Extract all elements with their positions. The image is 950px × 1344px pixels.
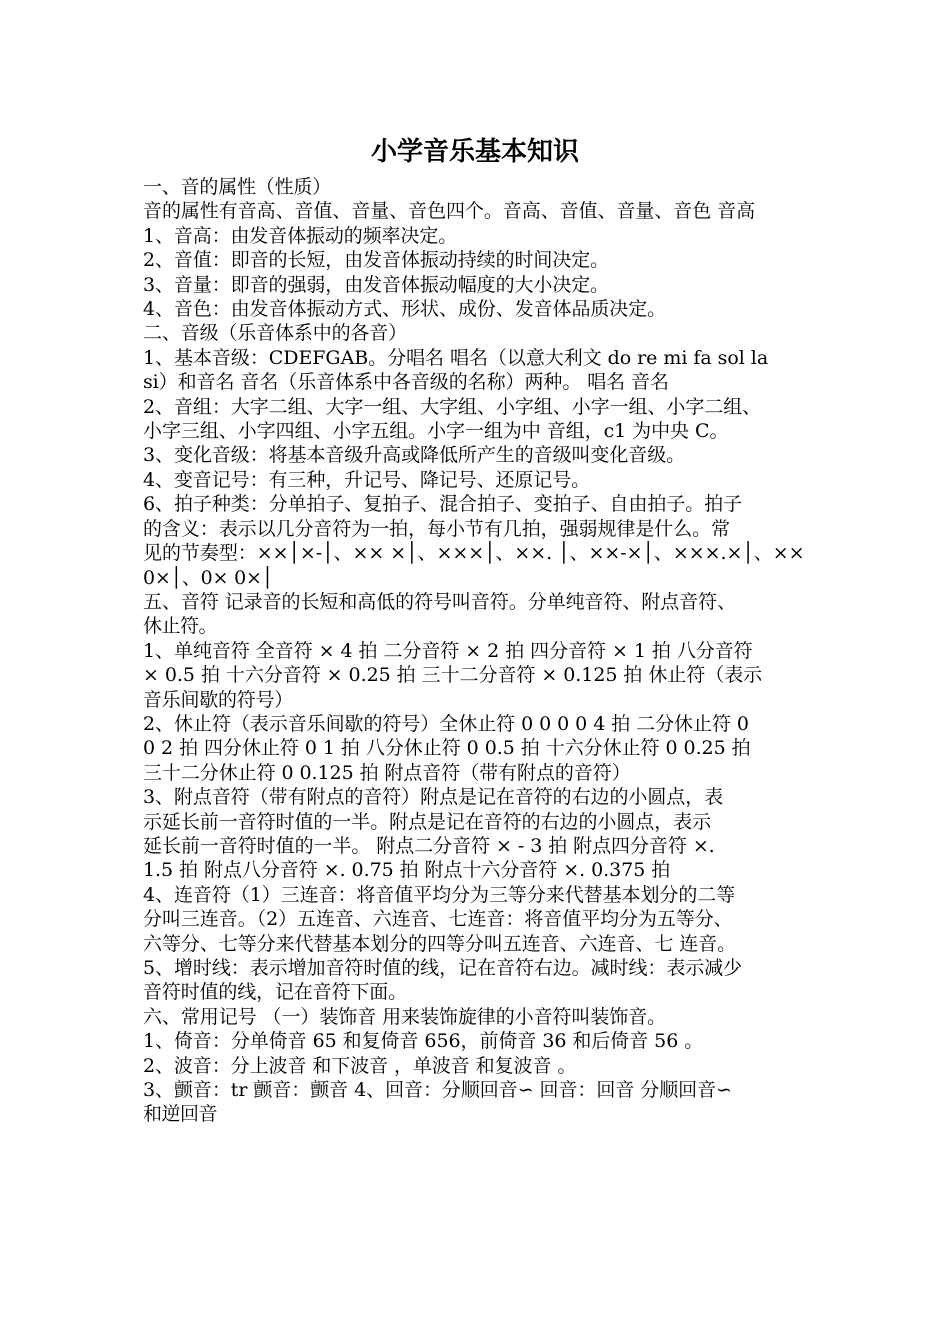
text-line: 延长前一音符时值的一半。 附点二分音符 × - 3 拍 附点四分音符 ×. [143, 834, 715, 857]
text-line: 音符时值的线，记在音符下面。 [143, 981, 408, 1004]
text-line: 1.5 拍 附点八分音符 ×. 0.75 拍 附点十六分音符 ×. 0.375 拍 [143, 859, 671, 882]
text-line: 二、音级（乐音体系中的各音） [143, 322, 408, 345]
text-line: 1、单纯音符 全音符 × 4 拍 二分音符 × 2 拍 四分音符 × 1 拍 八分音符 [143, 639, 753, 662]
document-title: 小学音乐基本知识 [370, 137, 579, 167]
text-line: 0 2 拍 四分休止符 0 1 拍 八分休止符 0 0.5 拍 十六分休止符 0 0.25 拍 [143, 737, 751, 760]
text-line: 和逆回音 [143, 1103, 218, 1126]
text-line: 一、音的属性（性质） [143, 176, 332, 198]
text-line: 1、倚音：分单倚音 65 和复倚音 656，前倚音 36 和后倚音 56 。 [143, 1030, 704, 1053]
text-line: 2、波音：分上波音 和下波音 ，单波音 和复波音 。 [143, 1054, 577, 1077]
text-line: 3、变化音级：将基本音级升高或降低所产生的音级叫变化音级。 [143, 444, 686, 467]
text-line: 2、休止符（表示音乐间歇的符号）全休止符 0 0 0 0 4 拍 二分休止符 0 [143, 712, 749, 735]
text-line: 3、颤音：tr 颤音：颤音 4、回音：分顺回音∽ 回音：回音 分顺回音∽ [143, 1079, 732, 1102]
text-line: 6、拍子种类：分单拍子、复拍子、混合拍子、变拍子、自由拍子。拍子 [143, 493, 743, 516]
text-line: 5、增时线：表示增加音符时值的线，记在音符右边。减时线：表示减少 [143, 957, 743, 979]
text-line: si）和音名 音名（乐音体系中各音级的名称）两种。 唱名 音名 [143, 371, 669, 394]
text-line: 音乐间歇的符号） [143, 688, 294, 711]
text-line: 音的属性有音高、音值、音量、音色四个。音高、音值、音量、音色 音高 [143, 200, 756, 223]
text-line: 3、音量：即音的强弱，由发音体振动幅度的大小决定。 [143, 273, 610, 296]
text-line: 见的节奏型：××│×-│、×× ×│、×××│、××. │、××-×│、×××.×│、×× [143, 542, 805, 565]
text-line: 小字三组、小字四组、小字五组。小字一组为中 音组，c1 为中央 C。 [143, 420, 729, 443]
text-line: 六、常用记号 （一）装饰音 用来装饰旋律的小音符叫装饰音。 [143, 1005, 667, 1028]
text-line: 4、变音记号：有三种，升记号、降记号、还原记号。 [143, 468, 591, 491]
text-line: 六等分、七等分来代替基本划分的四等分叫五连音、六连音、七 连音。 [143, 932, 737, 955]
text-line: 4、音色：由发音体振动方式、形状、成份、发音体品质决定。 [143, 298, 667, 321]
text-line: 五、音符 记录音的长短和高低的符号叫音符。分单纯音符、附点音符、 [143, 590, 737, 613]
text-line: 1、音高：由发音体振动的频率决定。 [143, 224, 458, 247]
text-line: 三十二分休止符 0 0.125 拍 附点音符（带有附点的音符） [143, 761, 631, 784]
document-body [143, 175, 813, 1127]
text-line: 分叫三连音。（2）五连音、六连音、七连音：将音值平均分为五等分、 [143, 908, 733, 931]
text-line: 示延长前一音符时值的一半。附点是记在音符的右边的小圆点，表示 [143, 810, 712, 833]
text-line: 休止符。 [143, 615, 218, 638]
text-line: 3、附点音符（带有附点的音符）附点是记在音符的右边的小圆点，表 [143, 786, 724, 809]
text-line: × 0.5 拍 十六分音符 × 0.25 拍 三十二分音符 × 0.125 拍 休止符（表示 [143, 664, 763, 687]
text-line: 1、基本音级：CDEFGAB。分唱名 唱名（以意大利文 do re mi fa sol la [143, 346, 769, 369]
text-line: 的含义：表示以几分音符为一拍，每小节有几拍，强弱规律是什么。常 [143, 517, 731, 540]
text-line: 2、音组：大字二组、大字一组、大字组、小字组、小字一组、小字二组、 [143, 395, 762, 418]
text-line: 2、音值：即音的长短，由发音体振动持续的时间决定。 [143, 249, 610, 272]
text-line: 4、连音符（1）三连音：将音值平均分为三等分来代替基本划分的二等 [143, 883, 736, 906]
text-line: 0×│、0× 0×│ [143, 566, 273, 589]
